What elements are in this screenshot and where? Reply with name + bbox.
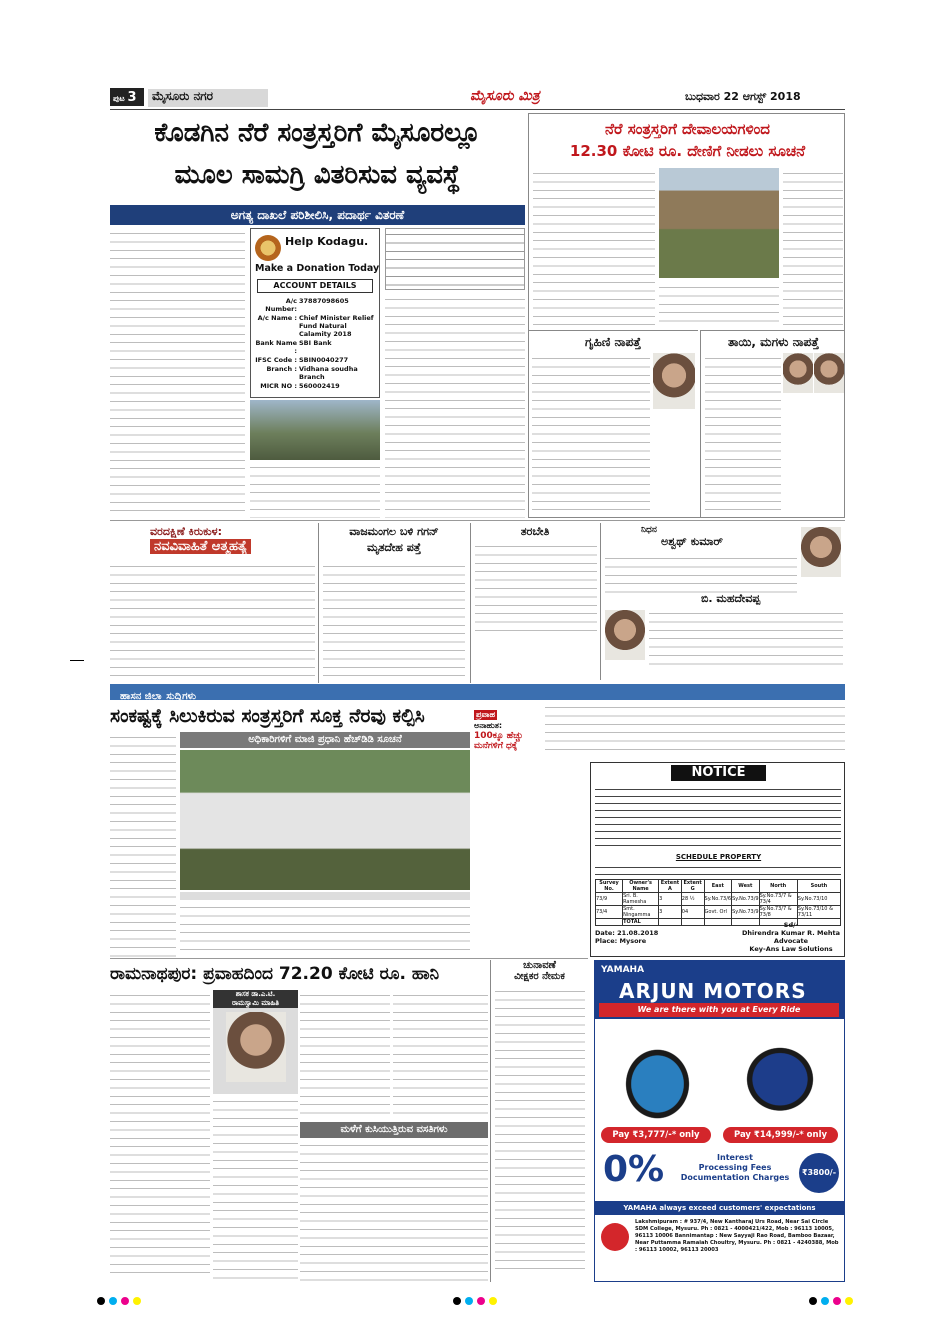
temple-photo bbox=[659, 168, 779, 278]
ramanathapura-photo-box bbox=[213, 990, 298, 1094]
missing-wife-title: ಗೃಹಿಣಿ ನಾಪತ್ತೆ bbox=[584, 335, 642, 349]
missing-mother-story bbox=[700, 330, 845, 518]
temples-headline-1: ನೆರೆ ಸಂತ್ರಸ್ತರಿಗೆ ದೇವಾಲಯಗಳಿಂದ bbox=[605, 120, 770, 138]
th-extent-a: Extent A bbox=[659, 880, 682, 893]
karnataka-emblem-icon bbox=[255, 235, 281, 261]
trim-mark bbox=[70, 660, 84, 661]
ad-emblem bbox=[601, 1223, 629, 1251]
issue-date: ಬುಧವಾರ 22 ಆಗಸ್ಟ್ 2018 bbox=[685, 90, 801, 103]
th-owner: Owner's Name bbox=[623, 880, 659, 893]
yamaha-ad bbox=[594, 960, 845, 1282]
training-title: ತರಬೇತಿ bbox=[520, 525, 550, 538]
missing-mother-photo bbox=[783, 353, 813, 393]
account-row: A/c Number: 37887098605 bbox=[265, 297, 349, 313]
temples-body-a bbox=[533, 168, 655, 328]
zero-percent: 0% bbox=[603, 1149, 665, 1190]
lead-body-col1 bbox=[110, 228, 245, 518]
page-number-badge bbox=[110, 88, 144, 106]
lead-body-col3 bbox=[385, 228, 525, 518]
dowry-body bbox=[110, 561, 315, 683]
hassan-band-label: ಹಾಸನ ಜಿಲ್ಲಾ ಸುದ್ದಿಗಳು bbox=[120, 691, 197, 702]
table-row: TOTAL bbox=[596, 919, 841, 926]
lead-photo bbox=[250, 400, 380, 460]
page-number: 3 bbox=[127, 90, 137, 105]
notice-box bbox=[590, 762, 845, 957]
flood-aid-line1: 100ಕ್ಕೂ ಹೆಚ್ಚು bbox=[474, 731, 524, 741]
dealer-name: ARJUN MOTORS bbox=[619, 979, 807, 1003]
dowry-story bbox=[110, 523, 315, 683]
yamaha-brand: YAMAHA bbox=[601, 965, 645, 975]
account-row: A/c Name : Chief Minister Relief Fund Natural Calamity 2018 bbox=[257, 314, 374, 338]
ramanathapura-caption-1: ಶಾಸಕ ಡಾ.ಎ.ಟಿ. bbox=[213, 990, 298, 999]
donation-title-2: Make a Donation Today bbox=[255, 263, 380, 274]
elections-story bbox=[490, 960, 588, 1282]
ramanathapura-body-col2 bbox=[213, 1096, 298, 1280]
obituary-2 bbox=[600, 590, 845, 680]
lead-story bbox=[110, 113, 525, 209]
registration-dots-bottom bbox=[95, 1290, 855, 1302]
account-row: IFSC Code : SBIN0040277 bbox=[255, 356, 349, 364]
table-row: 73/9 Sri. B. Ramesha 3 28 ½ Sy.No.73/6 Sy.No.73/9 Sy.No.73/7 & 73/4 Sy.No.73/10 bbox=[596, 893, 841, 906]
lead-body-col2 bbox=[250, 462, 380, 518]
missing-daughter-photo bbox=[814, 353, 844, 393]
th-extent-g: Extent G bbox=[681, 880, 704, 893]
account-heading: ACCOUNT DETAILS bbox=[257, 279, 373, 293]
missing-mother-title: ತಾಯಿ, ಮಗಳು ನಾಪತ್ತೆ bbox=[727, 335, 820, 349]
ramanathapura-body-col4 bbox=[393, 990, 488, 1120]
notice-signoff: Sd/- Dhirendra Kumar R. Mehta Advocate Key-Ans Law Solutions bbox=[741, 921, 841, 953]
notice-title: NOTICE bbox=[671, 765, 766, 781]
th-east: East bbox=[704, 880, 732, 893]
missing-wife-body bbox=[532, 353, 650, 517]
notice-schedule-body bbox=[595, 863, 841, 877]
hassan-body-col2 bbox=[180, 902, 470, 957]
account-rows bbox=[255, 297, 377, 391]
hassan-subhead: ಅಧಿಕಾರಿಗಳಿಗೆ ಮಾಜಿ ಪ್ರಧಾನಿ ಹೆಚ್‌ಡಿಡಿ ಸೂಚನೆ bbox=[180, 732, 470, 748]
donation-title-1: Help Kodagu. bbox=[285, 235, 369, 248]
notice-date: Date: 21.08.2018 bbox=[595, 929, 659, 937]
notice-body bbox=[595, 785, 841, 851]
notice-schedule: SCHEDULE PROPERTY bbox=[675, 853, 762, 861]
rain-body bbox=[300, 1140, 488, 1282]
th-north: North bbox=[759, 880, 797, 893]
obit-2-name: ಬಿ. ಮಹದೇವಪ್ಪ bbox=[701, 592, 761, 605]
training-body bbox=[475, 541, 597, 631]
hassan-headline: ಸಂಕಷ್ಟಕ್ಕೆ ಸಿಲುಕಿರುವ ಸಂತ್ರಸ್ತರಿಗೆ ಸೂಕ್ತ ನೆರವು ಕಲ್ಪಿಸಿ bbox=[110, 705, 425, 727]
training-story bbox=[470, 523, 598, 683]
divider bbox=[110, 520, 845, 521]
elections-body bbox=[495, 986, 585, 1271]
hassan-photo-caption bbox=[180, 892, 470, 900]
masthead bbox=[110, 88, 845, 110]
pay-offer-2: Pay ₹14,999/-* only bbox=[723, 1127, 838, 1143]
flood-aid-body bbox=[545, 702, 845, 752]
ramanathapura-body-col3 bbox=[300, 990, 390, 1120]
flood-aid-kicker: ಪ್ರವಾಹ bbox=[476, 710, 495, 719]
dowry-headline: ನವವಿವಾಹಿತೆ ಆತ್ಮಹತ್ಯೆ bbox=[150, 539, 251, 554]
lead-subhead: ಅಗತ್ಯ ದಾಖಲೆ ಪರಿಶೀಲಿಸಿ, ಪದಾರ್ಥ ವಿತರಣೆ bbox=[110, 205, 525, 225]
rain-story bbox=[300, 1122, 488, 1282]
notice-place: Place: Mysore bbox=[595, 937, 647, 945]
ramanathapura-caption-2: ರಾಮಸ್ವಾಮಿ ಮಾಹಿತಿ bbox=[213, 999, 298, 1008]
drowned-title-2: ಮೃತದೇಹ ಪತ್ತೆ bbox=[366, 541, 421, 554]
obit-1-name: ಅಶ್ವಥ್ ಕುಮಾರ್ bbox=[661, 535, 723, 548]
th-west: West bbox=[732, 880, 760, 893]
missing-wife-story bbox=[528, 330, 698, 518]
temples-body-b bbox=[783, 168, 843, 328]
obit-2-body bbox=[649, 608, 843, 672]
elections-title-2: ವೀಕ್ಷಕರ ನೇಮಕ bbox=[514, 971, 565, 982]
ramanathapura-headline: ರಾಮನಾಥಪುರ: ಪ್ರವಾಹದಿಂದ 72.20 ಕೋಟಿ ರೂ. ಹಾನಿ bbox=[110, 964, 440, 984]
ad-footer-banner: YAMAHA always exceed customers' expectations bbox=[595, 1201, 844, 1215]
th-survey: Survey No. bbox=[596, 880, 623, 893]
account-row: Bank Name : SBI Bank bbox=[255, 339, 332, 355]
section-title: ಮೈಸೂರು ನಗರ bbox=[148, 89, 268, 107]
lead-headline-line2: ಮೂಲ ಸಾಮಗ್ರಿ ವಿತರಿಸುವ ವ್ಯವಸ್ಥೆ bbox=[174, 160, 461, 190]
obit-kicker: ನಿಧನ bbox=[641, 525, 657, 535]
motorcycle-image bbox=[725, 1027, 835, 1122]
missing-mother-body bbox=[705, 353, 781, 517]
obit-1-body bbox=[605, 553, 797, 593]
flood-aid-line2: ಮನೆಗಳಿಗೆ ಧಕ್ಕೆ bbox=[474, 741, 518, 751]
hassan-band bbox=[110, 684, 845, 700]
pay-offer-1: Pay ₹3,777/-* only bbox=[601, 1127, 711, 1143]
dowry-kicker: ವರದಕ್ಷಿಣೆ ಕಿರುಕುಳ: bbox=[150, 525, 222, 538]
donation-box bbox=[250, 228, 380, 398]
table-row: 73/4 Smt. Ningamma 3 04 Govt. Orl Sy.No.73/9 Sy.No.73/7 & 73/8 Sy.No.73/10 & 73/11 bbox=[596, 906, 841, 919]
hassan-photo bbox=[180, 750, 470, 890]
rain-title: ಮಳೆಗೆ ಕುಸಿಯುತ್ತಿರುವ ವಸತಿಗಳು bbox=[300, 1122, 488, 1138]
hassan-body-col1 bbox=[110, 732, 176, 957]
divider bbox=[110, 958, 588, 959]
ramanathapura-body-col1 bbox=[110, 990, 210, 1280]
drowned-story bbox=[318, 523, 468, 683]
dealer-tagline: We are there with you at Every Ride bbox=[599, 1003, 839, 1017]
offer-badge: ₹3800/- bbox=[799, 1153, 839, 1193]
account-row: Branch : Vidhana soudha Branch bbox=[266, 365, 358, 381]
drowned-title-1: ವಾಜಮಂಗಲ ಬಳಿ ಗಗನ್ bbox=[349, 525, 439, 538]
lead-headline-line1: ಕೊಡಗಿನ ನೆರೆ ಸಂತ್ರಸ್ತರಿಗೆ ಮೈಸೂರಲ್ಲೂ bbox=[154, 118, 481, 148]
drowned-body bbox=[323, 561, 465, 683]
elections-title-1: ಚುನಾವಣೆ bbox=[523, 960, 556, 971]
flood-aid-sub: ಅನಾಹುತ: bbox=[474, 721, 503, 730]
page-label: ಪುಟ bbox=[113, 94, 125, 103]
th-south: South bbox=[797, 880, 840, 893]
obit-1-photo bbox=[801, 527, 841, 577]
notice-table bbox=[595, 879, 841, 926]
ramanathapura-photo bbox=[226, 1012, 286, 1082]
account-row: MICR NO : 560002419 bbox=[260, 382, 340, 390]
temples-body-c bbox=[659, 282, 779, 328]
flood-aid-box bbox=[474, 702, 542, 762]
scooter-image bbox=[605, 1027, 710, 1122]
interest-box: Interest Processing Fees Documentation Charges bbox=[680, 1153, 790, 1182]
paper-name: ಮೈಸೂರು ಮಿತ್ರ bbox=[470, 88, 540, 104]
temples-headline-2: 12.30 ಕೋಟಿ ರೂ. ದೇಣಿಗೆ ನೀಡಲು ಸೂಚನೆ bbox=[569, 142, 806, 160]
missing-wife-photo bbox=[653, 353, 695, 409]
obit-2-photo bbox=[605, 610, 645, 660]
ad-address: Lakshmipuram : # 937/4, New Kantharaj Urs Road, Near Sai Circle SDM College, Mysuru. Ph : 0821 - 4000421/422, Mob : 96113 10005, 96113 10006 Bannimantap : New Sayyaji Rao Road, Bamboo Bazaar, Near Puttamma Ramaiah Choultry, Mysuru. Ph : 0821 - 4240388, Mob : 96113 10002, 96113 20003 bbox=[635, 1219, 839, 1253]
ad-header bbox=[595, 961, 844, 1019]
